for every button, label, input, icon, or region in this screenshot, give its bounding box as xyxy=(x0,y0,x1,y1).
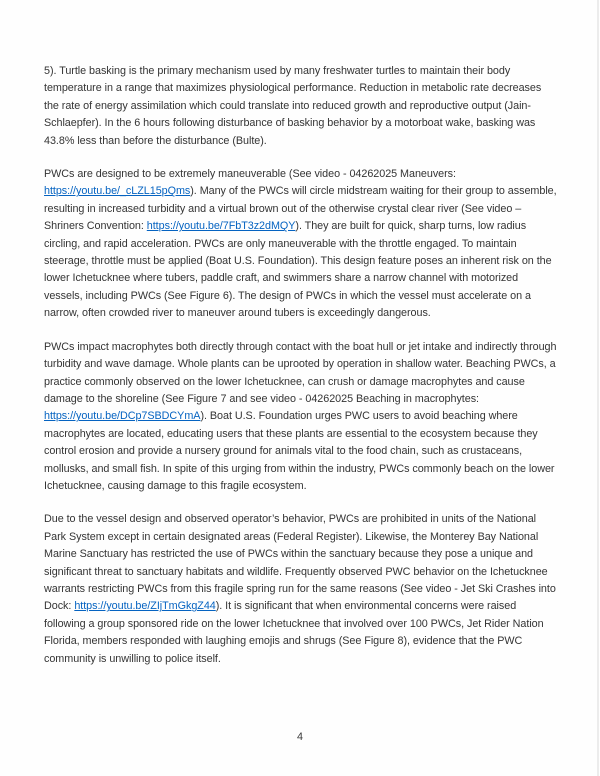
paragraph-pwc-prohibitions xyxy=(44,511,558,668)
text-run: ). They are built for quick, sharp turns, low radius circling, and rapid acceleration. PWCs are only maneuverable with the throttle engaged. To maintain steerage, throttle must be applied (Boat U.S. Foundation). This design feature poses an inherent risk on the lower Ichetucknee where tubers, paddle craft, and swimmers share a narrow channel with motorized vessels, including PWCs (See Figure 6). The design of PWCs in which the vessel must accelerate on a narrow, often crowded river to maneuver around tubers is exceedingly dangerous. xyxy=(44,220,552,320)
text-run: ). Boat U.S. Foundation urges PWC users to avoid beaching where macrophytes are located, educating users that these plants are essential to the ecosystem because they control erosion and provide a nursery ground for animals vital to the food chain, such as crustaceans, mollusks, and small fish. In spite of this urging from within the industry, PWCs commonly beach on the lower Ichetucknee, causing damage to this fragile ecosystem. xyxy=(44,410,555,492)
page-number: 4 xyxy=(296,731,303,743)
text-run: PWCs are designed to be extremely maneuverable (See video - 04262025 Maneuvers: xyxy=(44,168,456,181)
text-run: PWCs impact macrophytes both directly through contact with the boat hull or jet intake and indirectly through turbidity and wave damage. Whole plants can be uprooted by operation in shallow water. Beaching PWCs, a practice commonly observed on the lower Ichetucknee, can crush or damage macrophytes and cause damage to the shoreline (See Figure 7 and see video - 04262025 Beaching in macrophytes: xyxy=(44,340,557,405)
text-run: ). Many of the PWCs will circle midstream waiting for their group to assemble, resulting in increased turbidity and a virtual brown out of the otherwise crystal clear river (See video – Shriners Convention: xyxy=(44,185,557,233)
paragraph-pwc-macrophytes xyxy=(44,339,558,496)
document-body xyxy=(44,63,558,684)
text-run: ). It is significant that when environmental concerns were raised following a group sponsored ride on the lower Ichetucknee that involved over 100 PWCs, Jet Rider Nation Florida, members responded with laughing emojis and shrugs (See Figure 8), evidence that the PWC community is unwilling to police itself. xyxy=(44,600,544,665)
youtube-link[interactable]: https://youtu.be/_cLZL15pQms xyxy=(44,185,191,198)
youtube-link[interactable]: https://youtu.be/7FbT3z2dMQY xyxy=(146,220,296,233)
paragraph-turtle-basking xyxy=(44,63,558,150)
text-run: 5). Turtle basking is the primary mechanism used by many freshwater turtles to maintain their body temperature in a range that maximizes physiological performance. Reduction in metabolic rate decreases the rate of energy assimilation which could translate into reduced growth and reproductive output (Jain-Schlaepfer). In the 6 hours following disturbance of basking behavior by a motorboat wake, basking was 43.8% less than before the disturbance (Bulte). xyxy=(44,65,542,147)
youtube-link[interactable]: https://youtu.be/ZIjTmGkgZ44 xyxy=(74,600,216,613)
text-run: Due to the vessel design and observed operator’s behavior, PWCs are prohibited in units of the National Park System except in certain designated areas (Federal Register). Likewise, the Monterey Bay National Marine Sanctuary has restricted the use of PWCs within the sanctuary because they pose a unique and significant threat to sanctuary habitats and wildlife. Frequently observed PWC behavior on the Ichetucknee warrants restricting PWCs from this fragile spring run for the same reasons (See video - Jet Ski Crashes into Dock: xyxy=(44,513,556,613)
scan-edge-artifact xyxy=(597,0,599,776)
paragraph-pwc-maneuverability xyxy=(44,166,558,323)
youtube-link[interactable]: https://youtu.be/DCp7SBDCYmA xyxy=(44,410,201,423)
